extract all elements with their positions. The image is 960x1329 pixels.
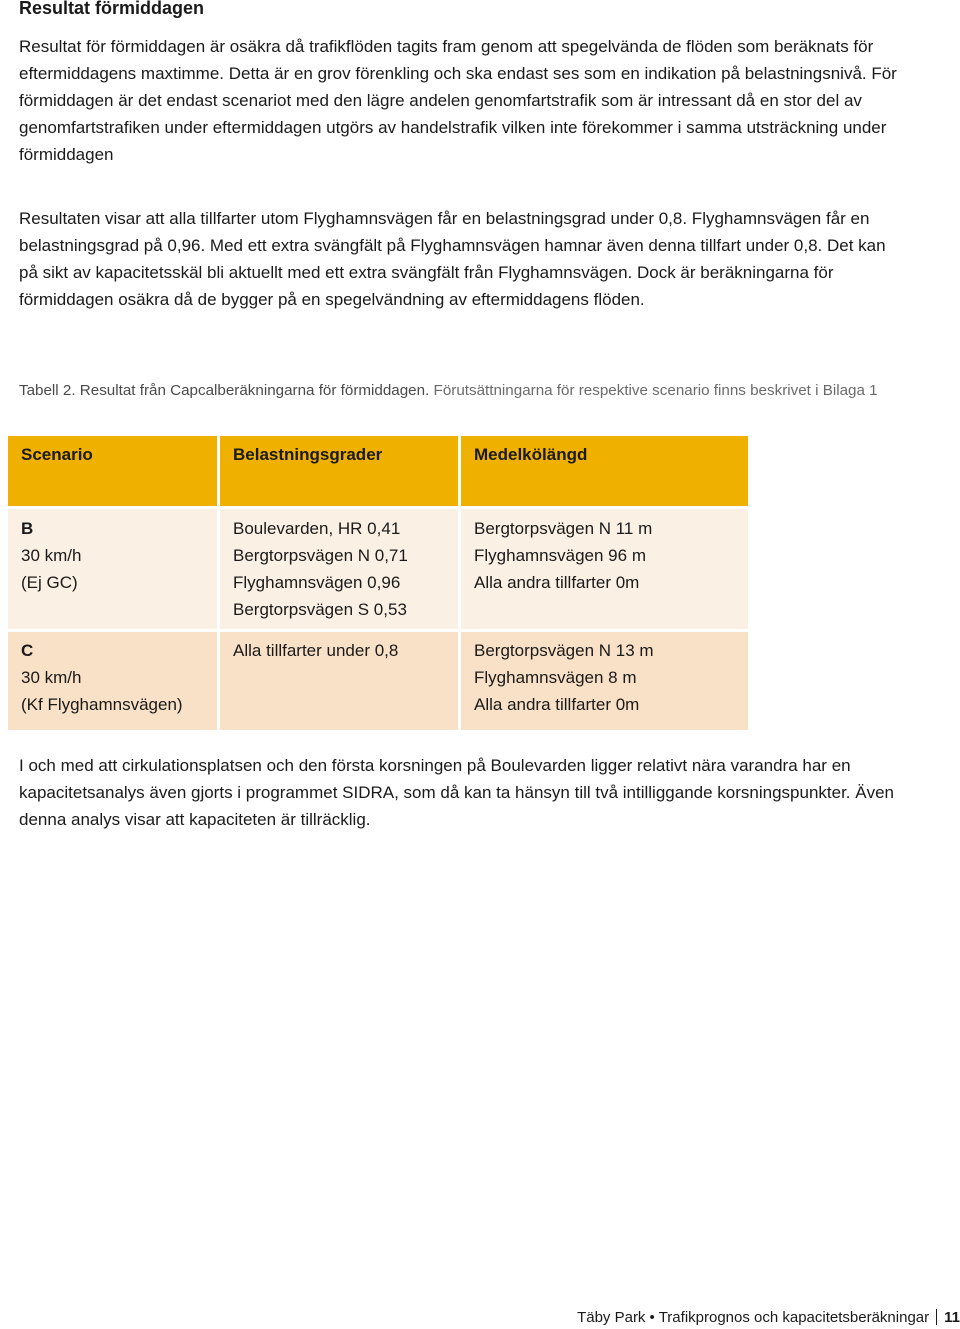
scenario-note: (Ej GC) — [21, 573, 78, 592]
table-caption — [19, 381, 919, 401]
paragraph-sidra: I och med att cirkulationsplatsen och den första korsningen på Boulevarden ligger relativt nära varandra har en kapacitetsanalys även gjorts i programmet SIDRA, som då kan ta hänsyn till två intilliggande korsningspunkter. Även denna analys visar att kapaciteten är tillräcklig. — [19, 756, 895, 829]
footer-separator: • — [649, 1309, 655, 1326]
scenario-speed: 30 km/h — [21, 546, 82, 565]
caption-label: Tabell 2. Resultat från Capcalberäkningarna för förmiddagen. — [19, 382, 430, 399]
medelkolangd-item: Bergtorpsvägen N 13 m — [474, 641, 654, 660]
medelkolangd-item: Bergtorpsvägen N 11 m — [474, 519, 653, 538]
cell-medelkolangd — [461, 632, 748, 730]
section-heading: Resultat förmiddagen — [19, 0, 205, 18]
results-table — [5, 433, 751, 733]
medelkolangd-item: Flyghamnsvägen 8 m — [474, 668, 637, 687]
header-medelkolangd: Medelkölängd — [461, 436, 748, 506]
page-footer — [577, 1308, 960, 1328]
page-number: 11 — [944, 1309, 960, 1326]
medelkolangd-item: Alla andra tillfarter 0m — [474, 695, 640, 714]
medelkolangd-item: Flyghamnsvägen 96 m — [474, 546, 646, 565]
header-belastningsgrader: Belastningsgrader — [220, 436, 458, 506]
cell-belastningsgrader — [220, 509, 458, 629]
footer-divider — [936, 1309, 937, 1325]
scenario-id: C — [21, 641, 34, 660]
footer-project: Täby Park — [577, 1309, 646, 1326]
table-row — [8, 632, 748, 730]
belastningsgrad-item: Bergtorpsvägen N 0,71 — [233, 546, 408, 565]
scenario-note: (Kf Flyghamnsvägen) — [21, 695, 183, 714]
cell-scenario — [8, 632, 217, 730]
belastningsgrad-item: Flyghamnsvägen 0,96 — [233, 573, 401, 592]
belastningsgrad-item: Boulevarden, HR 0,41 — [233, 519, 401, 538]
cell-belastningsgrader — [220, 632, 458, 730]
cell-scenario — [8, 509, 217, 629]
footer-report-title: Trafikprognos och kapacitetsberäkningar — [658, 1309, 930, 1326]
header-scenario: Scenario — [8, 436, 217, 506]
paragraph-results: Resultaten visar att alla tillfarter utom Flyghamnsvägen får en belastningsgrad under 0,8. Flyghamnsvägen får en belastningsgrad på 0,96. Med ett extra svängfält på Flyghamnsvägen hamnar även denna tillfart under 0,8. Det kan på sikt av kapacitetsskäl bli aktuellt med ett extra svängfält från Flyghamnsvägen. Dock är beräkningarna för förmiddagen osäkra då de bygger på en spegelvändning av eftermiddagens flöden. — [19, 209, 886, 309]
table-header-row — [8, 436, 748, 506]
belastningsgrad-item: Bergtorpsvägen S 0,53 — [233, 600, 407, 619]
scenario-speed: 30 km/h — [21, 668, 82, 687]
table-row — [8, 509, 748, 629]
belastningsgrad-item: Alla tillfarter under 0,8 — [233, 641, 399, 660]
cell-medelkolangd — [461, 509, 748, 629]
scenario-id: B — [21, 519, 34, 538]
caption-text: Förutsättningarna för respektive scenario finns beskrivet i Bilaga 1 — [433, 382, 878, 399]
paragraph-intro: Resultat för förmiddagen är osäkra då trafikflöden tagits fram genom att spegelvända de flöden som beräknats för eftermiddagens maxtimme. Detta är en grov förenkling och ska endast ses som en indikation på belastningsnivå. För förmiddagen är det endast scenariot med den lägre andelen genomfartstrafik som är intressant då en stor del av genomfartstrafiken under eftermiddagen utgörs av handelstrafik vilken inte förekommer i samma utsträckning under förmiddagen — [19, 37, 897, 164]
medelkolangd-item: Alla andra tillfarter 0m — [474, 573, 640, 592]
